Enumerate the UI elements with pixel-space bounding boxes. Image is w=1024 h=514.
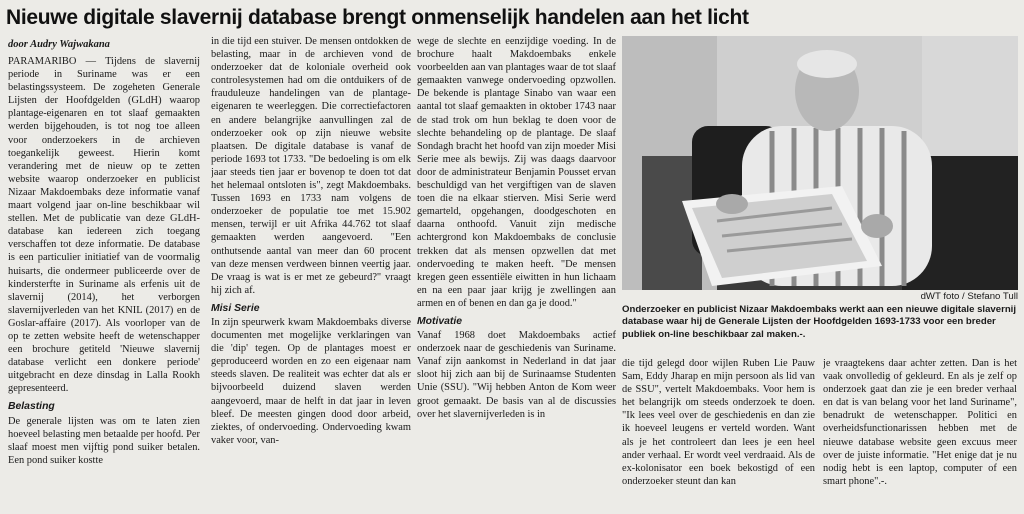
paragraph: Vanaf 1968 doet Makdoembaks actief onderzoek naar de geschiedenis van Suriname. Vanaf zijn aankomst in Nederland in dat jaar sloot hij zich aan bij de Surinaamse Studenten Unie (SSU). "Wij hebben Anton de Kom weer groot gemaakt. De basis van al de discussies over het slavernijverleden is in: [417, 330, 616, 420]
article-column-1: [8, 55, 200, 511]
paragraph: in die tijd een stuiver. De mensen ontdokken de belasting, maar in de archieven vond de onderzoeker dat de koloniale overheid ook controlesystemen had om die ontduikers of de frauduleuze handelingen van de plantage-eigenaren te weerleggen. Die correctiefactoren en andere belangrijke aanvullingen zal de onderzoeker ook op zijn nieuwe website plaatsen. De digitale database is vanaf de periode 1693 tot 1733. "De bedoeling is om elk jaar steeds tien jaar er bovenop te doen tot dat het helemaal ontsloten is", zegt Makdoembaks. Tussen 1693 en 1733 nam volgens de onderzoeker de populatie toe met 15.902 mensen, terwijl er uit Afrika 44.762 tot slaaf gemaakten werden aangevoerd. "Een onthutsende aantal van meer dan 60 procent van deze mensen verdween binnen veertig jaar. De vraag is wat is er met ze gebeurd?" vraagt hij zich af.: [211, 36, 411, 296]
article-column-5: [823, 357, 1017, 511]
photo-credit: dWT foto / Stefano Tull: [920, 291, 1018, 302]
article-photo: [622, 36, 1018, 290]
photo-illustration: [622, 36, 1018, 290]
paragraph: die tijd gelegd door wijlen Ruben Lie Pauw Sam, Eddy Jharap en mijn persoon als lid van de SSU", vertelt Makdoembaks. Voor hem is het belangrijk om steeds onderzoek te doen. "Ik lees veel over de geschiedenis en dan zie ik hoeveel leugens er verteld worden. Want als je het controleert dan lees je een heel ander verhaal. Er wordt veel verdraaid. Als de ex-kolonisator een boek bekostigd of een onderzoeker steunt dan kan: [622, 358, 815, 487]
headline: Nieuwe digitale slavernij database brengt onmenselijk handelen aan het licht: [6, 6, 749, 29]
photo-caption: Onderzoeker en publicist Nizaar Makdoembaks werkt aan een nieuwe digitale slavernij database waar hij de Generale Lijsten der Hoofdgelden 1693-1733 voor een breder publiek on-line beschikbaar zal maken.-.: [622, 304, 1017, 340]
subheading: Belasting: [8, 401, 55, 413]
subheading: Motivatie: [417, 315, 463, 327]
article-column-3: [417, 35, 616, 511]
byline: door Audry Wajwakana: [8, 39, 110, 50]
article-column-4: [622, 357, 815, 511]
subheading: Misi Serie: [211, 302, 260, 314]
paragraph: De generale lijsten was om te laten zien hoeveel belasting men betaalde per hoofd. Per slaaf moest men vijftig pond suiker betalen. Een pond suiker kostte: [8, 415, 200, 466]
paragraph: wege de slechte en eenzijdige voeding. In de brochure haalt Makdoembaks enkele voorbeelden aan van plantages waar de tot slaaf gemaakten vanwege ondervoeding opzwollen. De bekende is plantage Sinabo van waar een aantal tot slaaf gemaakten in oktober 1743 naar de stad trok om hun beklag te doen voor de slechte behandeling op de plantage. De slaaf Sondagh bracht het hoofd van zijn moeder Misi Serie mee als bewijs. Zij was daags daarvoor door de administrateur Benjamin Pousset ervan beschuldigd van het vergiftigen van de slaven toen die na elkaar stierven. Misi Serie werd gemarteld, opgehangen, doodgeschoten en daarna onthoofd. Vanuit zijn medische achtergrond kon Makdoembaks de conclusie trekken dat als mensen opzwellen dat met ondervoeding te maken heeft. "De mensen kregen geen essentiële eiwitten in hun lichaam en na een paar jaar krijg je zwellingen aan armen en of benen en dan ga je dood.": [417, 36, 616, 309]
paragraph: PARAMARIBO — Tijdens de slavernij periode in Suriname was er een belastingssysteem. De zogeheten Generale Lijsten der Hoofdgelden (GLdH) waarop plantage-eigenaren en tot slaaf gemaakten werden bijgehouden, is tot nog toe alleen voor onderzoekers in de archieven toegankelijk geweest. Hierin komt verandering met de nieuw op te zetten website waarop onderzoeker en publicist Nizaar Makdoembaks deze informatie vanaf maart volgend jaar on-line beschikbaar wil stellen. Met de publicatie van deze GLdH-database kan iedereen zich toegang verschaffen tot deze informatie. De database is een particulier initiatief van de voormalig huisarts, die ondermeer publiceerde over de kindersterfte in Suriname als erfenis uit de slavernij (2014), het verborgen slavernijverleden van het KNIL (2017) en de Goslar-affaire (2017). Als voorloper van de op te zetten website heeft de wetenschapper een brochure getiteld 'Nieuwe slavernij database verlicht een donkere periode' uitgebracht en deze dinsdag in Lalla Rookh gepresenteerd.: [8, 56, 200, 395]
article-column-2: [211, 35, 411, 511]
paragraph: je vraagtekens daar achter zetten. Dan is het vaak onvolledig of gekleurd. En als je zelf op onderzoek gaat dan zie je een breder verhaal en dat is van belang voor het land Suriname", benadrukt de wetenschapper. Politici en overheidsfunctionarissen hebben met de nieuwe database website geen excuus meer over de juiste informatie. "Het enige dat je nu nodig hebt is een laptop, computer of een smart phone".-.: [823, 358, 1017, 487]
paragraph: In zijn speurwerk kwam Makdoembaks diverse documenten met mogelijke verklaringen van die 'dip' tegen. Op de plantages moest er geproduceerd worden en zo een eigenaar nam steeds slaven. De realiteit was echter dat als er bijvoorbeeld duizend slaven werden aangevoerd, maar de helft in dat jaar in leven bleef. De meesten gingen dood door arbeid, ziektes, of ondervoeding. Ondervoeding kwam vaker voor, van-: [211, 316, 411, 446]
